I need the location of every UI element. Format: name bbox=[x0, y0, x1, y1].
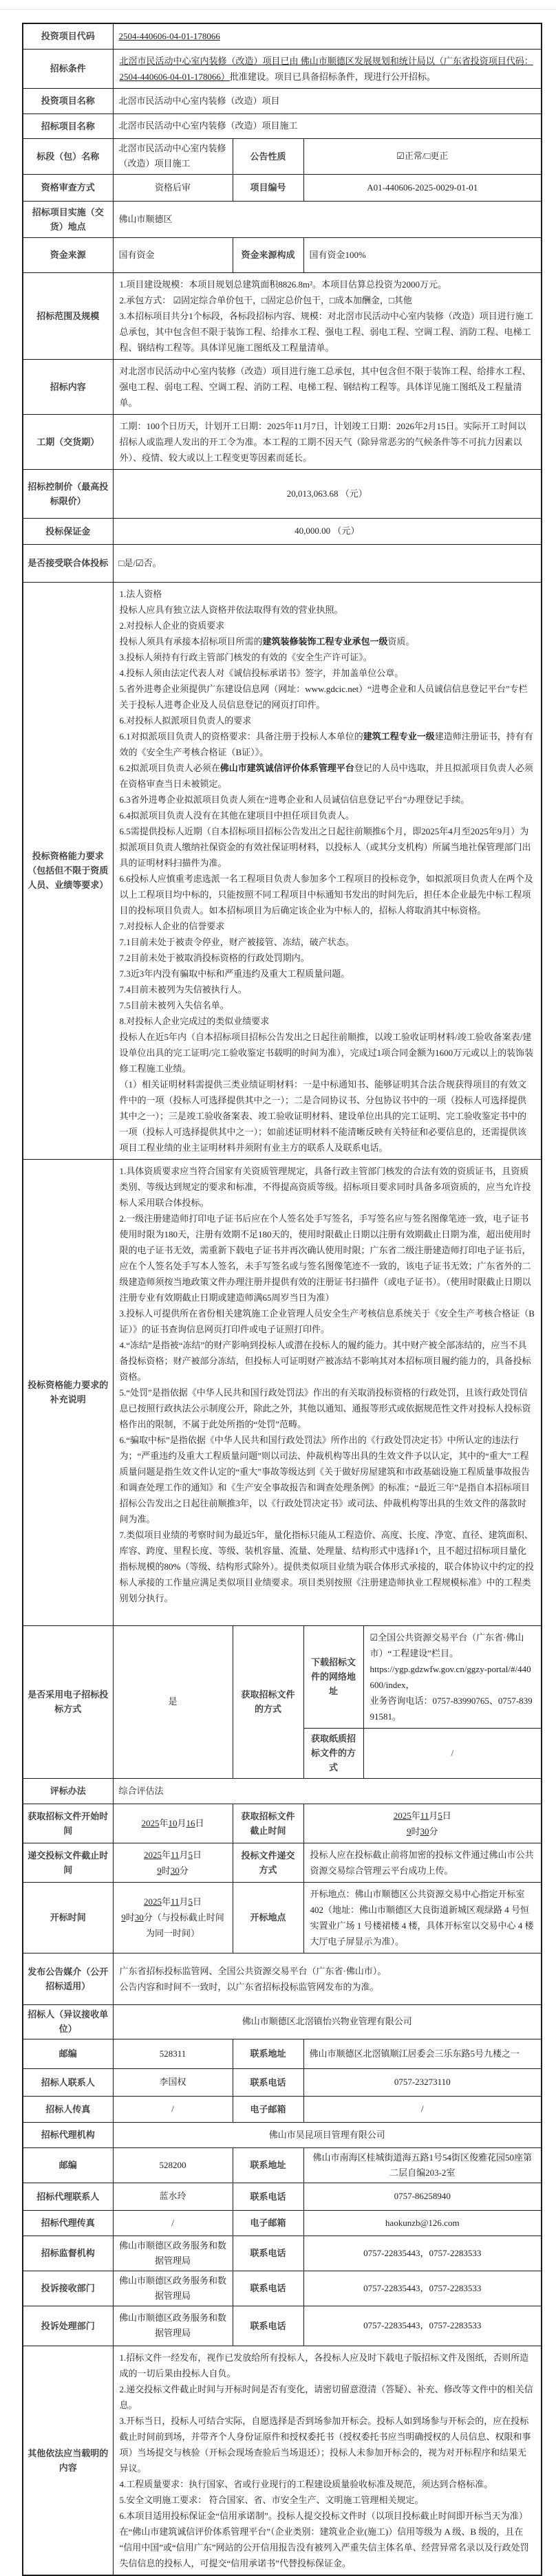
row-section-name bbox=[23, 138, 542, 174]
row-tenderer-contact bbox=[23, 2068, 542, 2096]
bid-opening-time-label: 开标时间 bbox=[23, 1882, 113, 1953]
row-fund-source bbox=[23, 237, 542, 272]
electronic-bidding-value: 是 bbox=[113, 1625, 233, 1778]
bid-submit-method-label: 投标文件递交方式 bbox=[233, 1843, 303, 1882]
row-bid-deposit bbox=[23, 518, 542, 544]
tender-project-name-value: 北滘市民活动中心室内装修（改造）项目施工 bbox=[113, 113, 542, 138]
invest-project-name-label: 投资项目名称 bbox=[23, 88, 113, 113]
row-project-code bbox=[23, 23, 542, 49]
tenderer-postcode-label: 邮编 bbox=[23, 2039, 113, 2068]
bid-opening-time-value: 2025年11月5日 9时30分（与投标截止时间为同一时间） bbox=[113, 1882, 233, 1953]
qualification-review-value: 资格后审 bbox=[113, 174, 233, 201]
evaluation-method-value: 综合评估法 bbox=[113, 1778, 542, 1804]
row-tenderer bbox=[23, 2004, 542, 2039]
tender-project-name-label: 招标项目名称 bbox=[23, 113, 113, 138]
consortium-bid-label: 是否接受联合体投标 bbox=[23, 544, 113, 582]
row-tender-content bbox=[23, 359, 542, 414]
bid-submit-deadline-label: 递交投标文件截止时间 bbox=[23, 1843, 113, 1882]
row-evaluation-method bbox=[23, 1778, 542, 1804]
agency-phone-label: 联系电话 bbox=[233, 2183, 303, 2210]
row-electronic-bidding bbox=[23, 1625, 542, 1728]
agency-email-label: 电子邮箱 bbox=[233, 2210, 303, 2236]
agency-fax-label: 招标代理传真 bbox=[23, 2210, 113, 2236]
delivery-location-label: 招标项目实施（交货）地点 bbox=[23, 201, 113, 237]
invest-project-name-value: 北滘市民活动中心室内装修（改造）项目 bbox=[113, 88, 542, 113]
supervision-value: 佛山市顺德区政务服务和数据管理局 bbox=[113, 2236, 233, 2271]
bid-opening-place-value: 开标地点：佛山市顺德区公共资源交易中心指定开标室402（地址：佛山市顺德区大良街道新城区观绿路 4 号恒实置业广场 1 号楼裙楼 4 楼，具体开标室以交易中心 4 楼大厅电子屏显示为准）。 bbox=[303, 1882, 542, 1953]
row-qualification-requirements bbox=[23, 582, 542, 1159]
qualification-requirements-label: 投标资格能力要求（包括但不限于资质人员、业绩等要求） bbox=[23, 582, 113, 1159]
bid-submit-deadline-value: 2025年11月5日 9时30分 bbox=[113, 1843, 233, 1882]
section-name-label: 标段（包）名称 bbox=[23, 138, 113, 174]
row-delivery-location bbox=[23, 201, 542, 237]
supplementary-notes-label: 投标资格能力要求的补充说明 bbox=[23, 1159, 113, 1625]
supervision-phone-label: 联系电话 bbox=[233, 2236, 303, 2271]
supervision-phone-value: 0757-22835443，0757-2283533 bbox=[303, 2236, 542, 2271]
complaint-reception-phone-value: 0757-22835443，0757-2283533 bbox=[303, 2271, 542, 2306]
bid-deposit-value: 40,000.00 （元） bbox=[113, 518, 542, 544]
row-tender-project-name bbox=[23, 113, 542, 138]
row-agency-contact bbox=[23, 2183, 542, 2210]
evaluation-method-label: 评标办法 bbox=[23, 1778, 113, 1804]
complaint-handling-label: 投诉处理部门 bbox=[23, 2306, 113, 2346]
row-tenderer-fax bbox=[23, 2096, 542, 2122]
tender-conditions-label: 招标条件 bbox=[23, 49, 113, 88]
tender-scope-label: 招标范围及规模 bbox=[23, 272, 113, 359]
construction-period-value: 工期：100个日历天，计划开工日期：2025年11月7日，计划竣工日期：2026年2月15日。实际开工时间以招标人或监理人发出的开工令为准。本工程的工期不因天气（除异常恶劣的气候条件等不可抗力因素以外）、疫情、较大或以上工程变更等因素而延长。 bbox=[113, 414, 542, 469]
tenderer-value: 佛山市顺德区北滘镇怡兴物业管理有限公司 bbox=[113, 2004, 542, 2039]
download-address-label: 下载招标文件的网络地址 bbox=[303, 1625, 363, 1728]
project-code-value[interactable]: 2504-440606-04-01-178066 bbox=[113, 23, 542, 49]
delivery-location-value: 佛山市顺德区 bbox=[113, 201, 542, 237]
row-agency-fax bbox=[23, 2210, 542, 2236]
consortium-bid-value: □是/☑否。 bbox=[113, 544, 542, 582]
row-qualification-review bbox=[23, 174, 542, 201]
doc-obtain-end-value: 2025年11月5日 9时30分 bbox=[303, 1804, 542, 1843]
agency-label: 招标代理机构 bbox=[23, 2122, 113, 2147]
qualification-requirements-value: 1.法人资格 投标人应具有独立法人资格并依法取得有效的营业执照。 2.对投标人企业的资质要求 投标人须具有承接本招标项目所需的建筑装修装饰工程专业承包一级资质。 3.投标人须持有行政主管部门核发的有效的《安全生产许可证》。 4.投标人须由法定代表人对《诚信投标承诺书》签字，并加盖单位公章。 5.省外进粤企业须提供广东建设信息网（网址：www.gdcic.net）“进粤企业和人员诚信信息登记平台”专栏关于投标人进粤企业及人员信息登记的网页打印件。 6.对投标人拟派项目负责人的要求 6.1对拟派项目负责人的资格要求：具备注册于投标人本单位的建筑工程专业一级建造师注册证书，持有有效的《安全生产考核合格证（B证）》。 6.2拟派项目负责人必须在佛山市建筑诚信评价体系管理平台登记的人员中选取，并且拟派项目负责人必须在资格审查当日未被锁定。 6.3省外进粤企业拟派项目负责人须在“进粤企业和人员诚信信息登记平台”办理登记手续。 6.4拟派项目负责人没有在其他在建项目中担任项目负责人。 6.5需提供投标人近期（自本招标项目招标公告发出之日起往前顺推6个月，即2025年4月至2025年9月）为拟派项目负责人缴纳社保资金的有效社保证明材料，以投标人（或其分支机构）所属当地社保管理部门出具的证明材料扫描件为准。 6.6投标人应慎重考虑选派一名工程项目负责人参加多个工程项目的投标竞争，如拟派项目负责人在两个及以上工程项目均中标的，只能按照不同工程项目中标通知书发出的时间先后，担任本企业最先中标工程项目的投标项目负责人。如本招标项目为后确定该企业为中标人的，招标人将取消其中标资格。 7.对投标人企业的信誉要求 7.1目前未处于被责令停业，财产被接管、冻结，破产状态。 7.2目前未处于被取消投标资格的行政处罚期内。 7.3近3年内没有骗取中标和严重违约及重大工程质量问题。 7.4目前未被列为失信被执行人。 7.5目前未被列入失信名单。 8.对投标人企业完成过的类似业绩要求 投标人在近5年内（自本招标项目招标公告发出之日起往前顺推，以竣工验收证明材料/竣工验收备案表/建设单位出具的完工证明/完工验收鉴定书载明的时间为准），完成过1项合同金额为1600万元或以上的装饰装修工程施工业绩。 （1）相关证明材料需提供三类业绩证明材料：一是中标通知书、能够证明其合法合规获得项目的有效文件中的一项（投标人可选择提供其中之一）；二是合同协议书、分包协议书中的一项（投标人可选择提供其中之一）；三是竣工验收备案表、竣工验收证明材料、建设单位出具的完工证明、完工验收鉴定书中的一项（投标人可选择提供其中之一）；如前述证明材料不能清晰反映有关特征和必要信息的，还需提供该项目工程业绩的业主证明材料并须附有业主方的联系人及联系电话。 bbox=[113, 582, 542, 1159]
tender-conditions-value: 北滘市民活动中心室内装修（改造）项目已由 佛山市顺德区发展规划和统计局以（广东省投资项目代码：2504-440606-04-01-178066）批准建设。项目已具备招标条件，现进行公开招标。 bbox=[113, 49, 542, 88]
row-supervision bbox=[23, 2236, 542, 2271]
tenderer-fax-value: / bbox=[113, 2096, 233, 2122]
tenderer-contact-value: 李国权 bbox=[113, 2068, 233, 2096]
tenderer-address-label: 联系地址 bbox=[233, 2039, 303, 2068]
other-contents-value: 1.招标文件一经发布，视作已发放给所有投标人，各投标人应及时下载电子版招标文件及图纸，否则所造成的一切后果由投标人自负。 2.递交投标文件截止时间与开标时间是否有变化，请密切留意澄清（答疑）、补充、修改等文件中的相关信息。 3.开标当日，投标人可结合实际，自愿选择是否到场参加开标会。投标人如到场参与开标会的，应在投标截止时间前到场，并带齐个人身份证原件和授权委托书（授权委托书应当明确授权的人员信息、权限和事项）当场提交与核验（开标会现场查验后当场退还）；投标人未参加开标会的，视为对开标程序和结果无异议。 4.工程质量要求：执行国家、省或行业现行的工程建设质量验收标准及规范，须达到合格标准。 5.安全文明施工要求： 符合国家、省、市安全生产、文明施工管理相关规定。 6.本项目适用投标保证金“信用承诺制”。投标人提交投标文件时（以项目投标截止时间即开标当天为准）在“佛山市建筑诚信评价体系管理平台”（企业类别：建筑业企业(施工)）信用等级为 A 级、B 级的，且在“信用中国”或“信用广东”网站的公开信用报告没有被列入严重失信主体名单、经营异常名录以及行政处罚失信信息的投标人，可提交“信用承诺书”代替投标保证金。 bbox=[113, 2346, 542, 2575]
row-agency bbox=[23, 2122, 542, 2147]
bid-opening-place-label: 开标地点 bbox=[233, 1882, 303, 1953]
agency-contact-label: 招标代理联系人 bbox=[23, 2183, 113, 2210]
doc-method-label: 获取招标文件的方式 bbox=[233, 1625, 303, 1778]
download-address-value[interactable]: ☑全国公共资源交易平台（广东省·佛山市）“工程建设”栏目。 https://ygp.gdzwfw.gov.cn/ggzy-portal/#/440600/index， 业务咨询电话：0757-83990765、0757-83991581。 bbox=[363, 1625, 542, 1728]
tenderer-email-label: 电子邮箱 bbox=[233, 2096, 303, 2122]
tenderer-address-value: 佛山市顺德区北滘镇顺江居委会三乐东路5号九楼之一 bbox=[303, 2039, 542, 2068]
supervision-label: 招标监督机构 bbox=[23, 2236, 113, 2271]
row-consortium-bid bbox=[23, 544, 542, 582]
row-complaint-handling bbox=[23, 2306, 542, 2346]
agency-email-value: haokunzb@126.com bbox=[303, 2210, 542, 2236]
row-tenderer-postcode bbox=[23, 2039, 542, 2068]
tenderer-phone-label: 联系电话 bbox=[233, 2068, 303, 2096]
doc-obtain-end-label: 获取招标文件截止时间 bbox=[233, 1804, 303, 1843]
announcement-media-value: 广东省招标投标监管网、全国公共资源交易平台（广东省·佛山市）。 公告内容和时间不一致时，以广东省招标投标监管网发布的为准。 bbox=[113, 1953, 542, 2004]
bid-submit-method-value: 投标人应在投标截止前将加密的投标文件通过佛山市公共资源交易综合管理云平台成功上传。 bbox=[303, 1843, 542, 1882]
other-contents-label: 其他依法应当载明的内容 bbox=[23, 2346, 113, 2575]
notice-nature-label: 公告性质 bbox=[233, 138, 303, 174]
tenderer-contact-label: 招标人联系人 bbox=[23, 2068, 113, 2096]
row-bid-opening bbox=[23, 1882, 542, 1953]
tenderer-postcode-value: 528311 bbox=[113, 2039, 233, 2068]
announcement-media-label: 发布公告媒介（公开招标适用） bbox=[23, 1953, 113, 2004]
complaint-handling-phone-label: 联系电话 bbox=[233, 2306, 303, 2346]
row-tender-conditions bbox=[23, 49, 542, 88]
tenderer-fax-label: 招标人传真 bbox=[23, 2096, 113, 2122]
row-other-contents bbox=[23, 2346, 542, 2575]
tender-table bbox=[22, 23, 542, 2576]
row-construction-period bbox=[23, 414, 542, 469]
paper-doc-method-label: 获取纸质招标文件的方式 bbox=[303, 1728, 363, 1778]
row-tender-scope bbox=[23, 272, 542, 359]
complaint-reception-label: 投诉接收部门 bbox=[23, 2271, 113, 2306]
row-supplementary-notes bbox=[23, 1159, 542, 1625]
complaint-reception-value: 佛山市顺德区政务服务和数据管理局 bbox=[113, 2271, 233, 2306]
tender-scope-value: 1.项目建设规模：本项目规划总建筑面积8826.8m²。本项目估算总投资为2000万元。 2.承包方式： ☑固定综合单价包干，□固定总价包干，□成本加酬金，□其他 3.本招标项目共分1个标段，各标段招标内容、规模：对北滘市民活动中心室内装修（改造）项目进行施工总承包，其中包含但不限于装饰工程、给排水工程、强电工程、弱电工程、空调工程、消防工程、电梯工程、钢结构工程等。具体详见施工图纸及工程量清单。 bbox=[113, 272, 542, 359]
agency-contact-value: 蓝水玲 bbox=[113, 2183, 233, 2210]
fund-source-label: 资金来源 bbox=[23, 237, 113, 272]
row-agency-postcode bbox=[23, 2147, 542, 2183]
agency-address-value: 佛山市南海区桂城街道海五路1号54街区俊雅花园50座第二层自编203-2室 bbox=[303, 2147, 542, 2183]
agency-address-label: 联系地址 bbox=[233, 2147, 303, 2183]
project-code-label: 投资项目代码 bbox=[23, 23, 113, 49]
row-invest-project-name bbox=[23, 88, 542, 113]
row-control-price bbox=[23, 469, 542, 518]
fund-source-value: 国有资金 bbox=[113, 237, 233, 272]
bid-deposit-label: 投标保证金 bbox=[23, 518, 113, 544]
agency-fax-value: / bbox=[113, 2210, 233, 2236]
project-number-value: A01-440606-2025-0029-01-01 bbox=[303, 174, 542, 201]
qualification-review-label: 资格审查方式 bbox=[23, 174, 113, 201]
project-number-label: 项目编号 bbox=[233, 174, 303, 201]
row-complaint-reception bbox=[23, 2271, 542, 2306]
control-price-value: 20,013,063.68 （元） bbox=[113, 469, 542, 518]
construction-period-label: 工期（交货期） bbox=[23, 414, 113, 469]
complaint-handling-phone-value: 0757-22835443，0757-2283533 bbox=[303, 2306, 542, 2346]
agency-postcode-value: 528200 bbox=[113, 2147, 233, 2183]
complaint-reception-phone-label: 联系电话 bbox=[233, 2271, 303, 2306]
tenderer-phone-value: 0757-23273110 bbox=[303, 2068, 542, 2096]
agency-phone-value: 0757-86258940 bbox=[303, 2183, 542, 2210]
tenderer-label: 招标人（异议接收单位） bbox=[23, 2004, 113, 2039]
doc-obtain-start-value: 2025年10月16日 bbox=[113, 1804, 233, 1843]
paper-doc-method-value: / bbox=[363, 1728, 542, 1778]
control-price-label: 招标控制价（最高投标限价） bbox=[23, 469, 113, 518]
row-bid-submit bbox=[23, 1843, 542, 1882]
complaint-handling-value: 佛山市顺德区政务服务和数据管理局 bbox=[113, 2306, 233, 2346]
doc-obtain-start-label: 获取招标文件开始时间 bbox=[23, 1804, 113, 1843]
fund-composition-value: 国有资金100% bbox=[303, 237, 542, 272]
page-top-divider bbox=[0, 9, 556, 10]
row-announcement-media bbox=[23, 1953, 542, 2004]
section-name-value: 北滘市民活动中心室内装修（改造）项目施工 bbox=[113, 138, 233, 174]
row-doc-obtain-time bbox=[23, 1804, 542, 1843]
supplementary-notes-value: 1.具体资质要求应当符合国家有关资质管理规定，具备行政主管部门核发的合法有效的资质证书，且资质类别、等级达到规定的要求和标准，不得提高资质等级。招标项目要求同时具备多项资质的，应当允许投标人采用联合体投标。 2.一级注册建造师打印电子证书后应在个人签名处手写签名，手写签名应与签名图像笔迹一致，电子证书使用时限为180天，注册有效期不足180天的，使用时限截止日期以注册有效期截止日期为准，超出使用时限的电子证书无效，需重新下载电子证书并再次确认使用时限；广东省二级注册建造师打印电子证书后，应在个人签名处手写本人签名，未手写签名或与签名图像笔迹不一致的，该电子证书无效；广东省外的二级建造师须按当地政策文件办理注册并提供有效的注册证书扫描件（或电子证书）。（使用时限截止日期以注册专业有效期截止日期或建造师满65周岁当日为准） 3.投标人可提供所在省份相关建筑施工企业管理人员安全生产考核信息系统关于《安全生产考核合格证（B证）》的证书查询信息网页打印件或电子证照打印件。 4.“冻结”是指被“冻结”的财产影响到投标人或潜在投标人的履约能力。其中财产被全部冻结的，应当不具备投标资格；财产被部分冻结，但投标人可证明财产被冻结不影响其对本招标项目履约能力的，具备投标资格。 5.“处罚”是指依据《中华人民共和国行政处罚法》作出的有关取消投标资格的行政处罚，且该行政处罚信息已按照行政执法公示制度公开，除此之外，其他以通知、通报等形式或依据规范性文件对投标人投标资格作出的限制，不属于此处所指的“处罚”范畴。 6.“骗取中标”是指依据《中华人民共和国行政处罚法》所作出的《行政处罚决定书》中所认定的违法行为；“严重违约及重大工程质量问题”则以司法、仲裁机构等出具的生效文件予以认定，其中的“重大”工程质量问题是指生效文件认定的“重大”事故等级达到《关于做好房屋建筑和市政基础设施工程质量事故报告和调查处理工作的通知》和《生产安全事故报告和调查处理条例》的标准；“最近三年”是指自本招标项目招标公告发出之日起往前顺推3年，以《行政处罚决定书》或司法、仲裁机构等出具的生效文件的落款时间为准。 7.类似项目业绩的考察时间为最近5年，量化指标只能从工程造价、高度、长度、净宽、直径、建筑面积、库容、跨度、里程长度、等级、装机容量、流量、处理量、结构形式中选择1个，且不超过招标项目量化指标规模的80%（等级、结构形式除外）。提供类似项目业绩为联合体形式承接的，联合体协议中约定的投标人承接的工作量应满足类似项目业绩要求。项目类别按照《注册建造师执业工程规模标准》中的工程类别划分执行。 bbox=[113, 1159, 542, 1625]
fund-composition-label: 资金来源构成 bbox=[233, 237, 303, 272]
agency-postcode-label: 邮编 bbox=[23, 2147, 113, 2183]
notice-nature-value: ☑正常/□更正 bbox=[303, 138, 542, 174]
electronic-bidding-label: 是否采用电子招标投标方式 bbox=[23, 1625, 113, 1778]
tenderer-email-value: / bbox=[303, 2096, 542, 2122]
agency-value: 佛山市昊昆项目管理有限公司 bbox=[113, 2122, 542, 2147]
tender-content-label: 招标内容 bbox=[23, 359, 113, 414]
tender-content-value: 对北滘市民活动中心室内装修（改造）项目进行施工总承包，其中包含但不限于装饰工程、给排水工程、强电工程、弱电工程、空调工程、消防工程、电梯工程、钢结构工程等。具体详见施工图纸及工程量清单。 bbox=[113, 359, 542, 414]
